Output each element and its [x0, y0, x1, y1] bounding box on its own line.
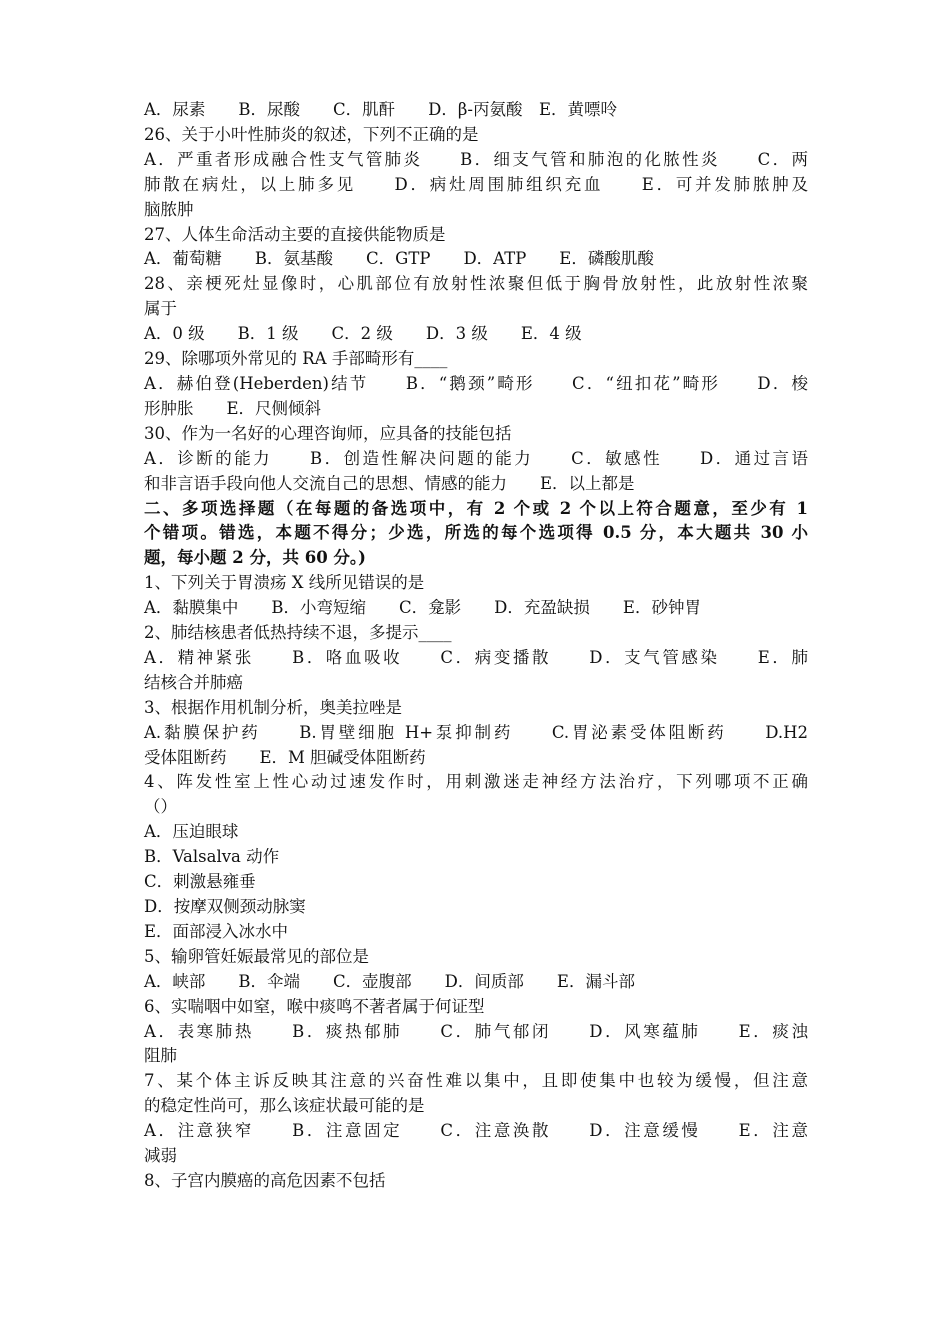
section-heading-line: 题，每小题 2 分，共 60 分。) [144, 548, 366, 568]
exam-text-body [144, 98, 808, 1194]
text-line: A．葡萄糖 B．氨基酸 C．GTP D．ATP E．磷酸肌酸 [144, 249, 654, 269]
text-line: 结核合并肺癌 [144, 672, 243, 692]
text-line: 29、除哪项外常见的 RA 手部畸形有____ [144, 349, 448, 369]
text-line: A．峡部 B．伞端 C．壶腹部 D．间质部 E．漏斗部 [144, 971, 635, 991]
text-line: 的稳定性尚可，那么该症状最可能的是 [144, 1096, 425, 1116]
section-heading-line: 个错项。错选，本题不得分；少选，所选的每个选项得 0.5 分，本大题共 30 小 [144, 523, 808, 543]
text-line: （） [144, 797, 177, 817]
text-line: 2、肺结核患者低热持续不退，多提示____ [144, 623, 452, 643]
text-line: 5、输卵管妊娠最常见的部位是 [144, 946, 369, 966]
text-line: 30、作为一名好的心理咨询师，应具备的技能包括 [144, 423, 512, 443]
text-line: E．面部浸入冰水中 [144, 921, 289, 941]
text-line: C．刺激悬雍垂 [144, 872, 256, 892]
section-heading-line: 二、多项选择题（在每题的备选项中，有 2 个或 2 个以上符合题意，至少有 1 [144, 498, 808, 518]
text-line: 4、阵发性室上性心动过速发作时，用刺激迷走神经方法治疗，下列哪项不正确 [144, 772, 808, 792]
text-line: 27、人体生命活动主要的直接供能物质是 [144, 224, 446, 244]
text-line: 8、子宫内膜癌的高危因素不包括 [144, 1170, 386, 1190]
text-line: 26、关于小叶性肺炎的叙述，下列不正确的是 [144, 124, 479, 144]
text-line: A．黏膜集中 B．小弯短缩 C．龛影 D．充盈缺损 E．砂钟胃 [144, 598, 701, 618]
text-line: 减弱 [144, 1146, 177, 1166]
text-line: B．Valsalva 动作 [144, 847, 280, 867]
text-line: A．赫伯登(Heberden)结节 B．“鹅颈”畸形 C．“纽扣花”畸形 D．梭 [144, 373, 808, 393]
text-line: A．0 级 B．1 级 C．2 级 D．3 级 E．4 级 [144, 324, 582, 344]
text-line: 1、下列关于胃溃疡 X 线所见错误的是 [144, 573, 425, 593]
text-line: 3、根据作用机制分析，奥美拉唑是 [144, 697, 402, 717]
text-line: 脑脓肿 [144, 199, 194, 219]
text-line: 28、亲梗死灶显像时，心肌部位有放射性浓聚但低于胸骨放射性，此放射性浓聚 [144, 274, 808, 294]
text-line: D．按摩双侧颈动脉窦 [144, 897, 306, 916]
text-line: 属于 [144, 299, 177, 319]
text-line: 和非言语手段向他人交流自己的思想、情感的能力 E．以上都是 [144, 473, 635, 493]
text-line: A．精神紧张 B．咯血吸收 C．病变播散 D．支气管感染 E．肺 [144, 647, 808, 667]
text-line: A．表寒肺热 B．痰热郁肺 C．肺气郁闭 D．风寒蕴肺 E．痰浊 [144, 1021, 808, 1041]
text-line: 阻肺 [144, 1046, 177, 1066]
text-line: 受体阻断药 E．M 胆碱受体阻断药 [144, 747, 426, 767]
text-line: 7、某个体主诉反映其注意的兴奋性难以集中，且即使集中也较为缓慢，但注意 [144, 1071, 808, 1091]
text-line: A．压迫眼球 [144, 822, 239, 842]
text-line: A．诊断的能力 B．创造性解决问题的能力 C．敏感性 D．通过言语 [144, 448, 808, 468]
text-line: A．注意狭窄 B．注意固定 C．注意涣散 D．注意缓慢 E．注意 [144, 1121, 808, 1141]
text-line: 6、实喘咽中如窒，喉中痰鸣不著者属于何证型 [144, 996, 485, 1016]
text-line: 形肿胀 E．尺侧倾斜 [144, 398, 322, 418]
text-line: A.黏膜保护药 B.胃壁细胞 H+泵抑制药 C.胃泌素受体阻断药 D.H2 [144, 722, 808, 742]
text-line: A．严重者形成融合性支气管肺炎 B．细支气管和肺泡的化脓性炎 C．两 [144, 149, 808, 169]
text-line: A．尿素 B．尿酸 C．肌酐 D．β-丙氨酸 E．黄嘌呤 [144, 100, 618, 119]
text-line: 肺散在病灶，以上肺多见 D．病灶周围肺组织充血 E．可并发肺脓肿及 [144, 174, 808, 194]
